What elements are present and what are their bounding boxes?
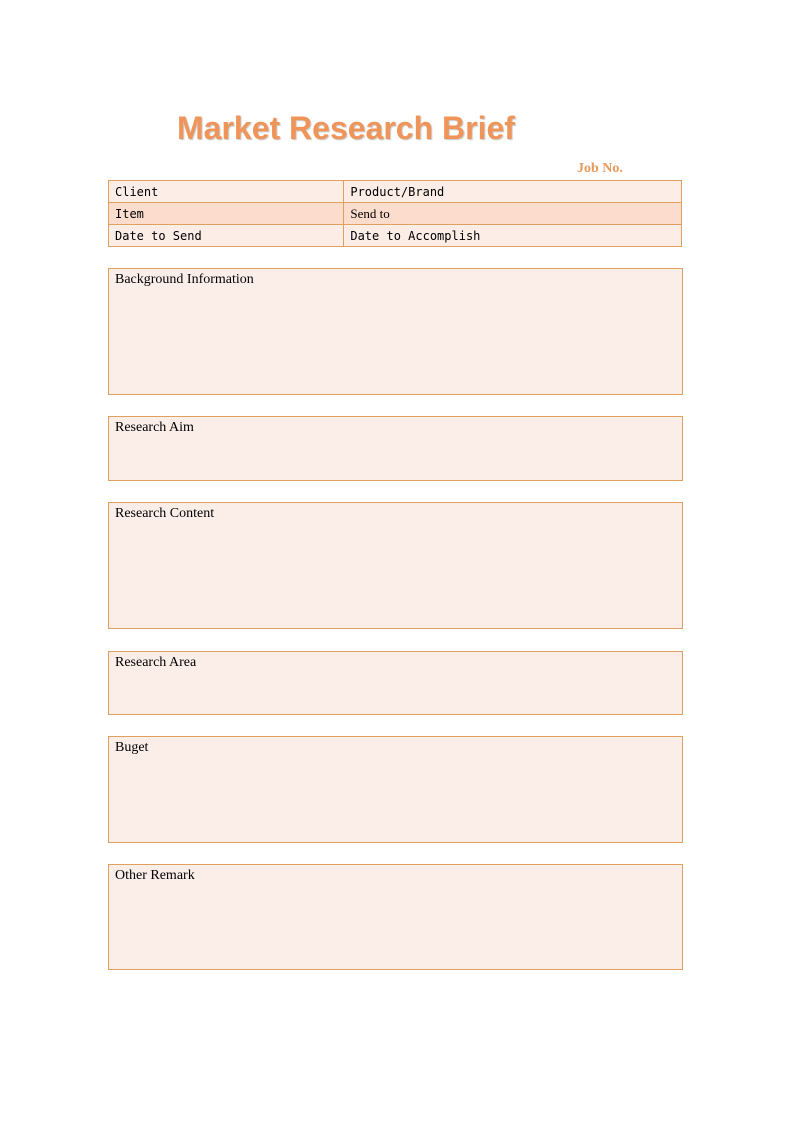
section-label: Background Information bbox=[115, 272, 254, 287]
other-remark-box[interactable] bbox=[108, 864, 683, 970]
research-aim-box[interactable] bbox=[108, 416, 683, 481]
item-field[interactable]: Item bbox=[109, 203, 344, 225]
section-label: Buget bbox=[115, 740, 149, 755]
info-table bbox=[108, 180, 682, 247]
section-label: Research Area bbox=[115, 655, 197, 670]
job-number-label: Job No. bbox=[577, 161, 623, 176]
table-row bbox=[109, 203, 682, 225]
research-area-box[interactable] bbox=[108, 651, 683, 715]
product-brand-field[interactable]: Product/Brand bbox=[344, 181, 682, 203]
send-to-field[interactable]: Send to bbox=[344, 203, 682, 225]
table-row bbox=[109, 181, 682, 203]
table-row bbox=[109, 225, 682, 247]
page-title: Market Research Brief bbox=[177, 110, 515, 146]
research-content-box[interactable] bbox=[108, 502, 683, 629]
date-to-accomplish-field[interactable]: Date to Accomplish bbox=[344, 225, 682, 247]
date-to-send-field[interactable]: Date to Send bbox=[109, 225, 344, 247]
section-label: Research Aim bbox=[115, 420, 194, 435]
budget-box[interactable] bbox=[108, 736, 683, 843]
section-label: Research Content bbox=[115, 506, 215, 521]
client-field[interactable]: Client bbox=[109, 181, 344, 203]
section-label: Other Remark bbox=[115, 868, 195, 883]
background-information-box[interactable] bbox=[108, 268, 683, 395]
